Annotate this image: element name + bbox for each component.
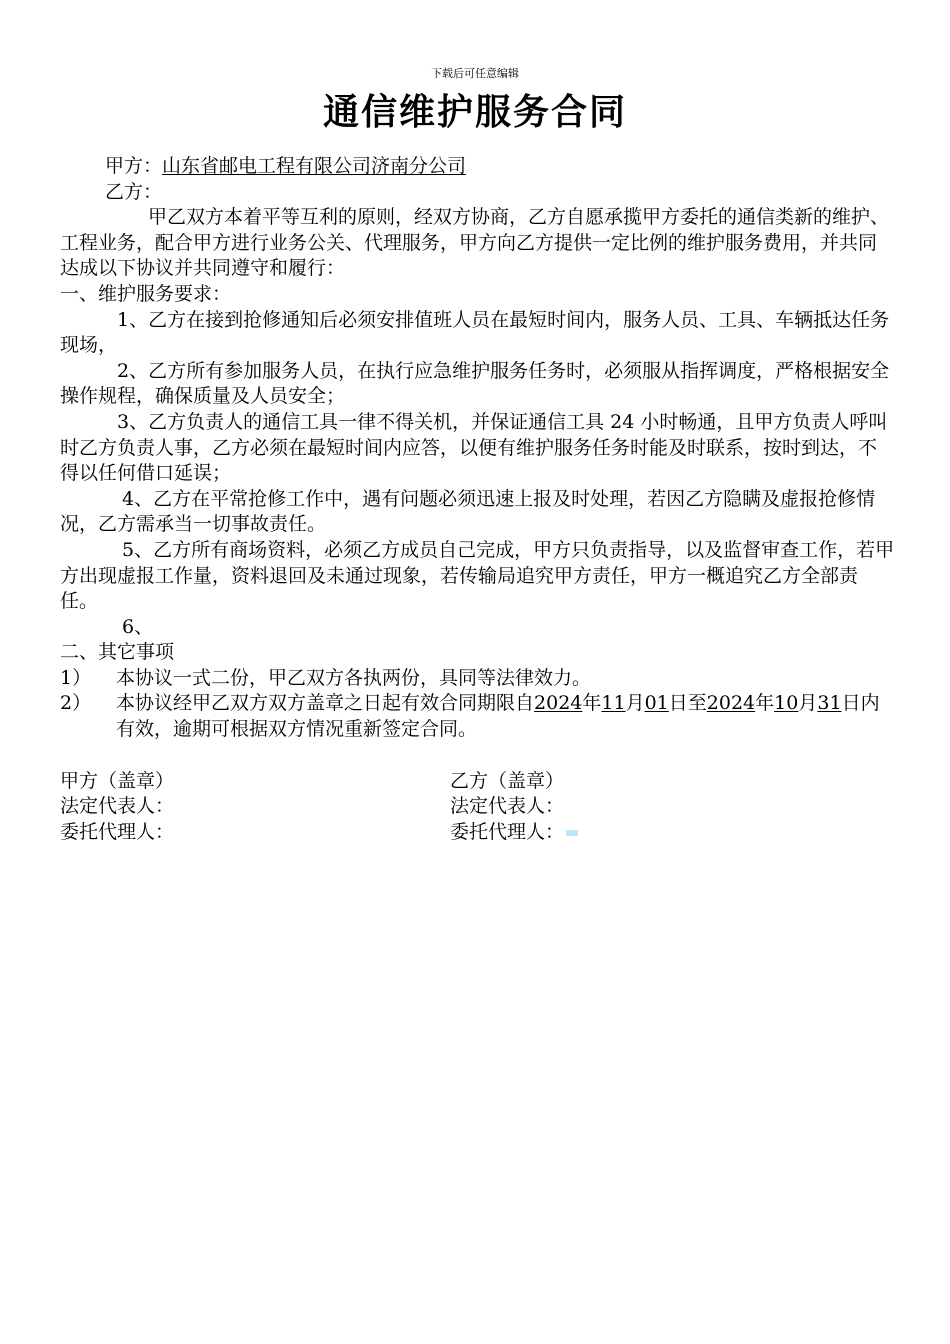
- section1-item-3: 3、乙方负责人的通信工具一律不得关机，并保证通信工具 24 小时畅通，且甲方负责人呼叫时乙方负责人事，乙方必须在最短时间内应答，以便有维护服务任务时能及时联系，按时到达，不得以任何借口延误；: [60, 410, 888, 485]
- section1-item-4: 4、乙方在平常抢修工作中，遇有问题必须迅速上报及时处理，若因乙方隐瞒及虚报抢修情况，乙方需承当一切事故责任。: [60, 487, 876, 536]
- end-day: 31: [817, 692, 842, 715]
- section1-item-6: 6、: [122, 615, 154, 638]
- party-b-line: [60, 180, 895, 206]
- section1-item-5: 5、乙方所有商场资料，必须乙方成员自己完成，甲方只负责指导，以及监督审查工作，若甲方出现虚报工作量，资料退回及未通过现象，若传输局追究甲方责任，甲方一概追究乙方全部责任。: [60, 538, 895, 613]
- item-number: 2）: [60, 692, 92, 715]
- seal-row: [60, 769, 895, 795]
- header-note: 下载后可任意编辑: [431, 67, 519, 80]
- section1-item-1: 1、乙方在接到抢修通知后必须安排值班人员在最短时间内，服务人员、工具、车辆抵达任务现场，: [60, 308, 890, 357]
- contract-title: 通信维护服务合同: [322, 91, 627, 133]
- party-b-seal: 乙方（盖章）: [450, 769, 565, 792]
- start-year: 2024: [534, 692, 583, 715]
- contract-body: [60, 154, 895, 845]
- section2-item-2: [60, 691, 895, 742]
- party-b-legal-rep: 法定代表人：: [450, 795, 565, 818]
- section1-heading: 一、维护服务要求：: [60, 282, 232, 305]
- item-number: 1）: [60, 666, 92, 689]
- year-label: 年: [582, 692, 602, 715]
- legal-rep-row: [60, 794, 895, 820]
- section1-item-2: 2、乙方所有参加服务人员，在执行应急维护服务任务时，必须服从指挥调度，严格根据安全操作规程，确保质量及人员安全；: [60, 359, 890, 408]
- end-year: 2024: [706, 692, 756, 715]
- agent-row: [60, 820, 895, 846]
- party-a-label: 甲方：: [105, 155, 163, 177]
- day-to-label: 日至: [668, 692, 707, 715]
- party-a-legal-rep: 法定代表人：: [60, 795, 175, 818]
- party-a-seal: 甲方（盖章）: [60, 769, 175, 792]
- party-b-label: 乙方：: [105, 180, 163, 203]
- highlight-mark: [566, 830, 578, 836]
- item-text-part2: 日内有效，逾期可根据双方情况重新签定合同。: [116, 692, 880, 741]
- item-text: 本协议一式二份，甲乙双方各执两份，具同等法律效力。: [116, 666, 592, 689]
- party-b-agent: [450, 820, 578, 846]
- year-label: 年: [755, 692, 775, 715]
- item-text-part1: 本协议经甲乙双方双方盖章之日起有效合同期限自: [116, 692, 535, 715]
- section2-item-1: [60, 666, 895, 692]
- party-a-agent: 委托代理人：: [60, 820, 175, 843]
- end-month: 10: [774, 692, 799, 715]
- start-day: 01: [644, 692, 669, 715]
- month-label: 月: [798, 692, 818, 715]
- party-a-name: 山东省邮电工程有限公司济南分公司: [162, 155, 467, 177]
- agent-label: 委托代理人：: [450, 820, 565, 843]
- section2-heading: 二、其它事项: [60, 641, 175, 664]
- party-a-line: [60, 154, 895, 180]
- start-month: 11: [601, 692, 626, 715]
- month-label: 月: [625, 692, 645, 715]
- intro-paragraph: 甲乙双方本着平等互利的原则，经双方协商，乙方自愿承揽甲方委托的通信类新的维护、工程业务，配合甲方进行业务公关、代理服务，甲方向乙方提供一定比例的维护服务费用，并共同达成以下协议并共同遵守和履行：: [60, 206, 890, 280]
